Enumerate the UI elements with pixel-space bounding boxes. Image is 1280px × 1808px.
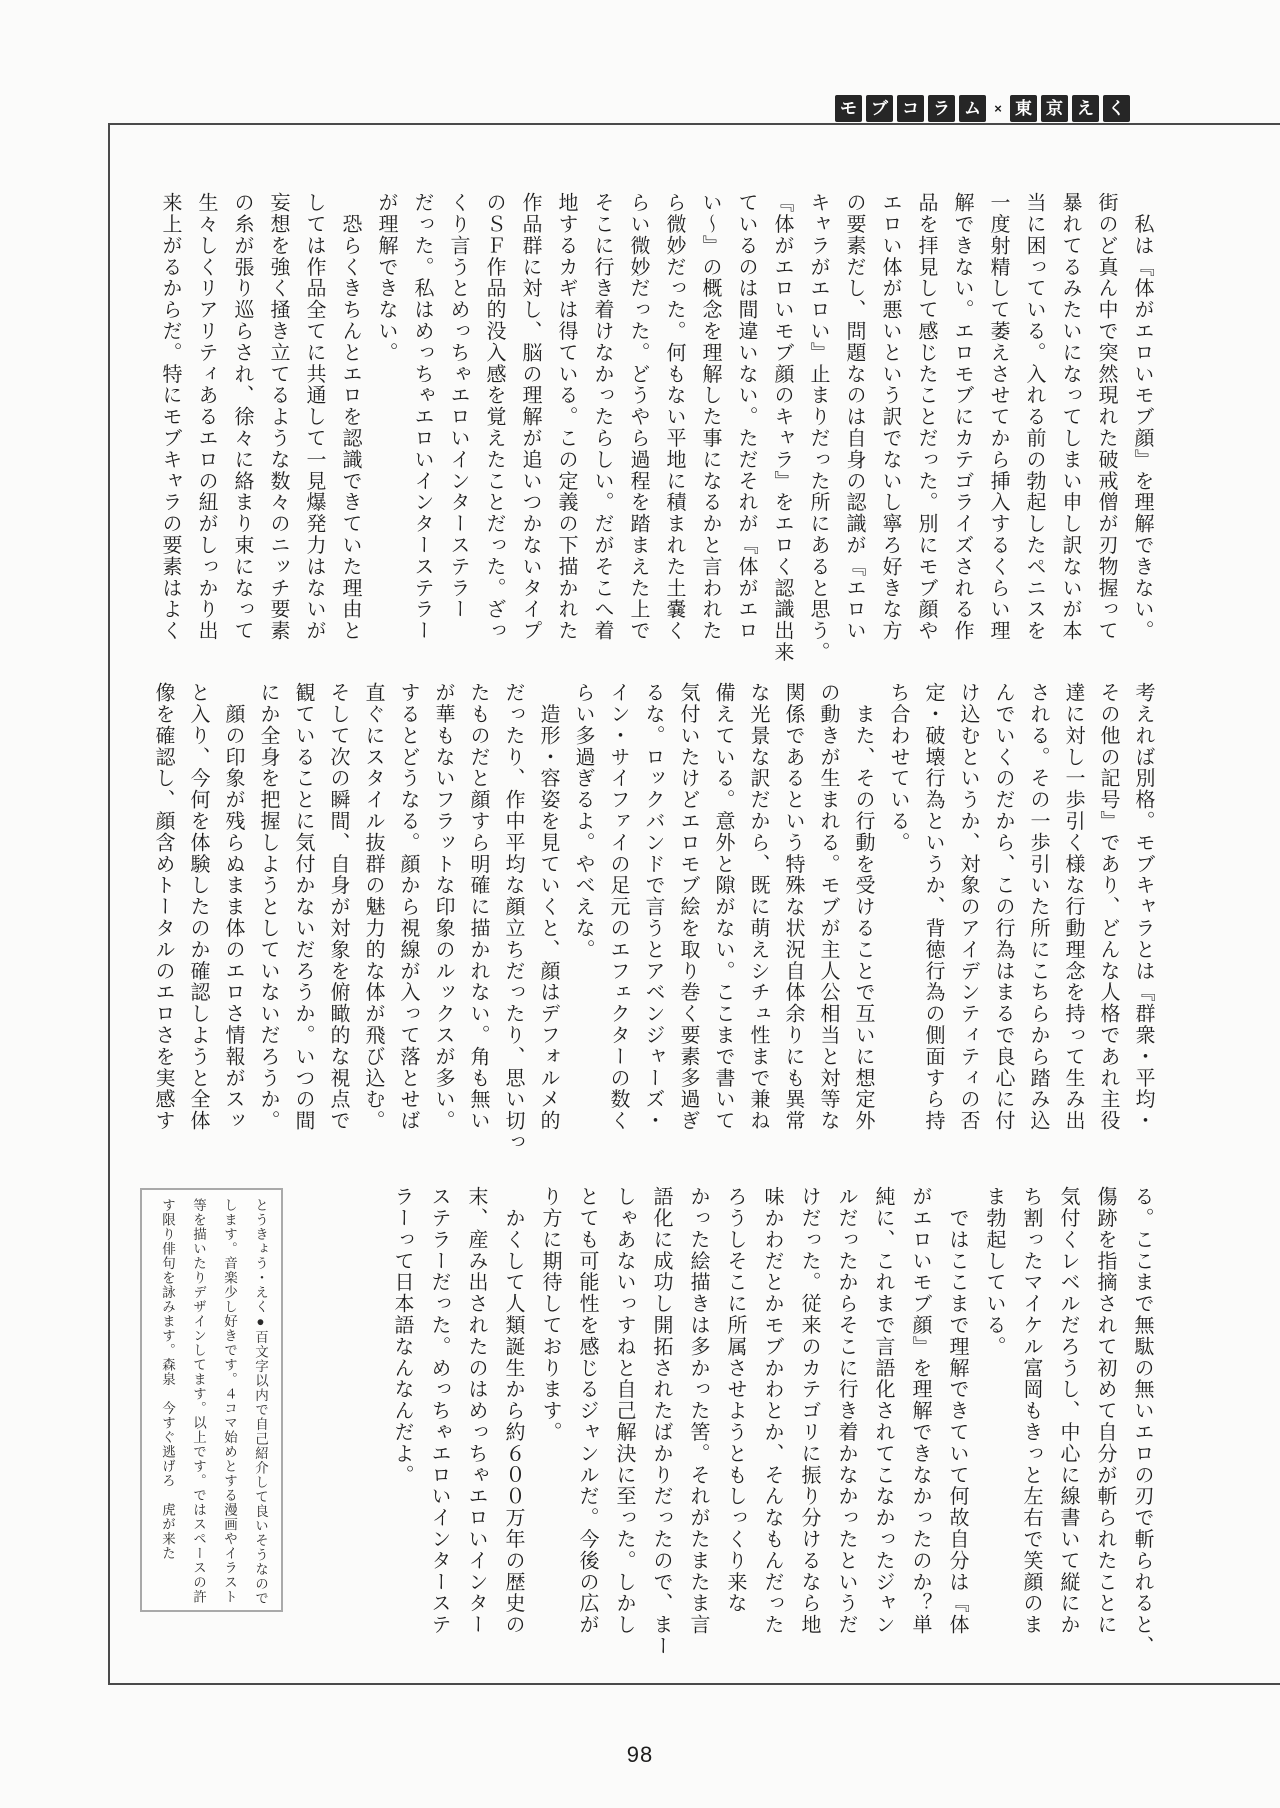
text-column: とても可能性を感じるジャンルだ。今後の広が (576, 1186, 598, 1636)
text-column: 当に困っている。入れる前の勃起したペニスを (1023, 192, 1045, 642)
header-char-box: ラ (928, 95, 955, 122)
text-column: ルだったからそこに行き着かなかったというだ (835, 1186, 857, 1636)
header-char-box: コ (897, 95, 924, 122)
text-column: また、その行動を受けることで互いに想定外 (852, 682, 874, 1132)
text-column: 味かわだとかモブかわとか、そんなもんだった (761, 1186, 783, 1636)
text-column: ステラーだった。めっちゃエロいインターステ (428, 1186, 450, 1636)
header-char-box: ム (959, 95, 986, 122)
text-column: にか全身を把握しようとしていないだろうか。 (257, 682, 279, 1132)
header-char-box: く (1103, 95, 1130, 122)
text-column: ているのは間違いない。ただそれが『体がエロ (735, 192, 757, 642)
text-column: 生々しくリアリティあるエロの紐がしっかり出 (195, 192, 217, 642)
text-column: るな。ロックバンドで言うとアベンジャーズ・ (642, 682, 664, 1132)
text-column: 一度射精して萎えさせてから挿入するくらい理 (987, 192, 1009, 642)
text-column: 観ていることに気付かないだろうか。いつの間 (292, 682, 314, 1132)
text-column: 像を確認し、顔含めトータルのエロさを実感す (152, 682, 174, 1132)
text-column: 造形・容姿を見ていくと、顔はデフォルメ的 (537, 682, 559, 1132)
text-column: 気付くレベルだろうし、中心に線書いて縦にか (1057, 1186, 1079, 1636)
top-rule (108, 123, 1280, 125)
text-column: 末、産み出されたのはめっちゃエロいインター (465, 1186, 487, 1636)
text-column: が理解できない。 (375, 192, 397, 364)
text-column: け込むというか、対象のアイデンティティの否 (957, 682, 979, 1132)
text-column: らい多過ぎるよ。やべえな。 (572, 682, 594, 961)
text-column: 関係であるという特殊な状況自体余りにも異常 (782, 682, 804, 1132)
text-column: ち割ったマイケル富岡もきっと左右で笑顔のま (1020, 1186, 1042, 1636)
text-column: 直ぐにスタイル抜群の魅力的な体が飛び込む。 (362, 682, 384, 1132)
author-profile-box (140, 1188, 283, 1612)
profile-text-column: 等を描いたりデザインしてます。以上です。ではスペースの許 (191, 1198, 206, 1604)
text-column: な光景な訳だから、既に萌えシチュ性まで兼ね (747, 682, 769, 1132)
text-column: たものだと顔すら明確に描かれない。角も無い (467, 682, 489, 1132)
text-column: 妄想を強く掻き立てるような数々のニッチ要素 (267, 192, 289, 642)
text-column: 達に対し一歩引く様な行動理念を持って生み出 (1062, 682, 1084, 1132)
text-column: ら微妙だった。何もない平地に積まれた土嚢く (663, 192, 685, 642)
text-column: 品を拝見して感じたことだった。別にモブ顔や (915, 192, 937, 642)
text-column: される。その一歩引いた所にこちらから踏み込 (1027, 682, 1049, 1132)
text-column: 街のど真ん中で突然現れた破戒僧が刃物握って (1095, 192, 1117, 642)
text-column: 地するカギは得ている。この定義の下描かれた (555, 192, 577, 642)
text-column: エロい体が悪いという訳でないし寧ろ好きな方 (879, 192, 901, 642)
bottom-rule (108, 1683, 1280, 1685)
article-band-1 (152, 192, 1160, 663)
text-column: 『体がエロいモブ顔のキャラ』をエロく認識出来 (771, 192, 793, 663)
header-separator-x: × (994, 101, 1002, 116)
page-number: 98 (626, 1742, 654, 1767)
text-column: の動きが生まれる。モブが主人公相当と対等な (817, 682, 839, 1132)
text-column: んでいくのだから、この行為はまるで良心に付 (992, 682, 1014, 1132)
text-column: イン・サイファイの足元のエフェクターの数く (607, 682, 629, 1132)
text-column: ち合わせている。 (887, 682, 909, 854)
text-column: だったり、作中平均な顔立ちだったり、思い切っ (502, 682, 524, 1153)
text-column: かった絵描きは多かった筈。それがたまたま言 (687, 1186, 709, 1636)
header-char-box: え (1072, 95, 1099, 122)
text-column: が華もないフラットな印象のルックスが多い。 (432, 682, 454, 1132)
text-column: と入り、今何を体験したのか確認しようと全体 (187, 682, 209, 1132)
header-char-box: 東 (1010, 95, 1037, 122)
text-column: がエロいモブ顔』を理解できなかったのか？単 (909, 1186, 931, 1636)
text-column: 語化に成功し開拓されたばかりだったので、まー (650, 1186, 672, 1657)
header-char-box: 京 (1041, 95, 1068, 122)
text-column: のＳＦ作品的没入感を覚えたことだった。ざっ (483, 192, 505, 642)
header-char-box: ブ (866, 95, 893, 122)
text-column: らい微妙だった。どうやら過程を踏まえた上で (627, 192, 649, 642)
text-column: 顔の印象が残らぬまま体のエロさ情報がスッ (222, 682, 244, 1132)
text-column: 解できない。エロモブにカテゴライズされる作 (951, 192, 973, 642)
text-column: り方に期待しております。 (539, 1186, 561, 1443)
text-column: しては作品全てに共通して一見爆発力はないが (303, 192, 325, 642)
header-title-tokyoeku (1010, 95, 1130, 122)
article-band-3 (383, 1186, 1160, 1657)
text-column: キャラがエロい』止まりだった所にあると思う。 (807, 192, 829, 663)
text-column: だった。私はめっちゃエロいインターステラー (411, 192, 433, 642)
text-column: 恐らくきちんとエロを認識できていた理由と (339, 192, 361, 642)
text-column: 純に、これまで言語化されてこなかったジャン (872, 1186, 894, 1636)
text-column: ま勃起している。 (983, 1186, 1005, 1358)
text-column: 考えれば別格。モブキャラとは『群衆・平均・ (1132, 682, 1154, 1132)
text-column: 作品群に対し、脳の理解が追いつかないタイプ (519, 192, 541, 642)
left-rule (108, 123, 110, 1685)
text-column: するとどうなる。顔から視線が入って落とせば (397, 682, 419, 1132)
profile-text-column: します。音楽少し好きです。４コマ始めとする漫画やイラスト (222, 1198, 237, 1604)
text-column: ラーって日本語なんなんだよ。 (391, 1186, 413, 1486)
text-column: の糸が張り巡らされ、徐々に絡まり束になって (231, 192, 253, 642)
text-column: その他の記号』であり、どんな人格であれ主役 (1097, 682, 1119, 1132)
text-column: ろうしそこに所属させようともしっくり来な (724, 1186, 746, 1614)
text-column: ではここまで理解できていて何故自分は『体 (946, 1186, 968, 1636)
profile-text-column: とうきょう・えく●百文字以内で自己紹介して良いそうなので (253, 1198, 268, 1606)
text-column: 私は『体がエロいモブ顔』を理解できない。 (1131, 192, 1153, 642)
text-column: る。ここまで無駄の無いエロの刃で斬られると、 (1131, 1186, 1153, 1657)
header-char-box: モ (835, 95, 862, 122)
text-column: くり言うとめっちゃエロいインターステラー (447, 192, 469, 620)
text-column: 備えている。意外と隙がない。ここまで書いて (712, 682, 734, 1132)
article-band-2 (145, 682, 1160, 1153)
text-column: 来上がるからだ。特にモブキャラの要素はよく (159, 192, 181, 642)
text-column: かくして人類誕生から約６００万年の歴史の (502, 1186, 524, 1636)
text-column: そして次の瞬間、自身が対象を俯瞰的な視点で (327, 682, 349, 1132)
text-column: 暴れてるみたいになってしまい申し訳ないが本 (1059, 192, 1081, 642)
header-title-mobucolumn (835, 95, 986, 122)
text-column: しゃあないっすねと自己解決に至った。しかし (613, 1186, 635, 1636)
text-column: 定・破壊行為というか、背徳行為の側面すら持 (922, 682, 944, 1132)
text-column: 気付いたけどエロモブ絵を取り巻く要素多過ぎ (677, 682, 699, 1132)
profile-text-column: す限り俳句を詠みます。森泉 今すぐ逃げろ 虎が来た (160, 1198, 175, 1561)
text-column: そこに行き着けなかったらしい。だがそこへ着 (591, 192, 613, 642)
text-column: けだった。従来のカテゴリに振り分けるなら地 (798, 1186, 820, 1636)
text-column: い〜』の概念を理解した事になるかと言われた (699, 192, 721, 642)
text-column: の要素だし、問題なのは自身の認識が『エロい (843, 192, 865, 642)
text-column: 傷跡を指摘されて初めて自分が斬られたことに (1094, 1186, 1116, 1636)
column-header (835, 95, 1130, 122)
